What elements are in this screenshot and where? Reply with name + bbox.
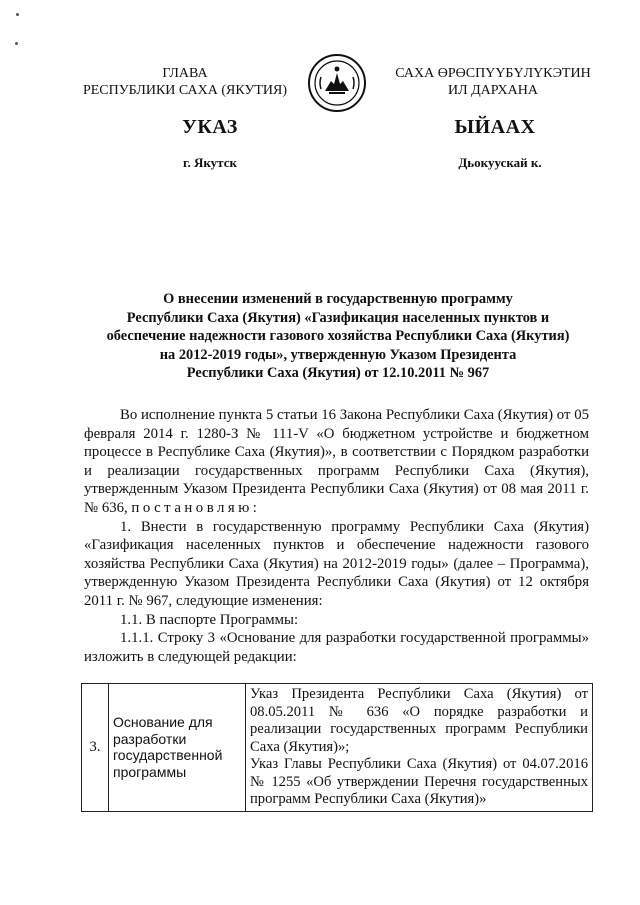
program-passport-table bbox=[81, 683, 593, 812]
clause-1-1-1-paragraph: 1.1.1. Строку 3 «Основание для разработки государственной программы» изложить в следующей редакции: bbox=[84, 630, 589, 665]
issuer-line: САХА ӨРӨСПҮҮБҮЛҮКЭТИН bbox=[395, 66, 591, 81]
row-value bbox=[246, 684, 593, 812]
issuer-line: ИЛ ДАРХАНА bbox=[447, 83, 538, 98]
resolve-word: постановляю: bbox=[131, 499, 261, 516]
issuer-line: РЕСПУБЛИКИ САХА (ЯКУТИЯ) bbox=[82, 83, 288, 98]
row-value-item: Указ Главы Республики Саха (Якутия) от 04.07.2016 № 1255 «Об утверждении Перечня государственных программ Республики Саха (Якутия)» bbox=[250, 756, 588, 807]
decree-body bbox=[84, 406, 589, 666]
preamble-text: Во исполнение пункта 5 статьи 16 Закона Республики Саха (Якутия) от 05 февраля 2014 г. 1280-З № 111-V «О бюджетном устройстве и бюджетном процессе в Республике Саха (Якутия)», в соответствии с Порядком разработки и реализации государственных программ Республики Саха (Якутия), утвержденным Указом Президента Республики Саха (Якутия) от 08 мая 2011 г. № 636, bbox=[84, 407, 589, 516]
scan-speck bbox=[15, 42, 18, 45]
document-title bbox=[88, 290, 588, 383]
title-line: Республики Саха (Якутия) от 12.10.2011 № 967 bbox=[186, 365, 490, 381]
preamble-paragraph bbox=[84, 406, 589, 518]
clause-1-paragraph: 1. Внести в государственную программу Республики Саха (Якутия) «Газификация населенных пунктов и обеспечение надежности газового хозяйства Республики Саха (Якутия) на 2012-2019 годы» (далее – Программа), утвержденную Указом Президента Республики Саха (Якутия) от 12 октября 2011 г. № 967, следующие изменения: bbox=[84, 518, 589, 609]
issuer-line: ГЛАВА bbox=[162, 66, 208, 81]
row-value-item: Указ Президента Республики Саха (Якутия) от 08.05.2011 № 636 «О порядке разработки и реализации государственных программ Республики Саха (Якутия)»; bbox=[250, 686, 588, 755]
title-line: Республики Саха (Якутия) «Газификация населенных пунктов и bbox=[126, 309, 550, 326]
coat-of-arms-emblem-icon bbox=[307, 53, 367, 113]
row-number: 3. bbox=[82, 684, 109, 812]
title-line: О внесении изменений в государственную программу bbox=[163, 291, 513, 307]
title-line: на 2012-2019 годы», утвержденную Указом Президента bbox=[159, 346, 517, 363]
issuer-header-ru bbox=[70, 65, 300, 99]
title-line: обеспечение надежности газового хозяйства Республики Саха (Якутия) bbox=[106, 328, 570, 344]
table-row bbox=[82, 684, 593, 812]
decree-title-ru: УКАЗ bbox=[182, 116, 238, 138]
scan-speck bbox=[16, 13, 19, 16]
row-label: Основание для разработки государственной программы bbox=[109, 684, 246, 812]
clause-1-1-paragraph: 1.1. В паспорте Программы: bbox=[120, 611, 299, 628]
issuer-header-sakha bbox=[378, 65, 608, 99]
decree-title-sakha: ЫЙААХ bbox=[454, 116, 536, 138]
city-sakha: Дьокуускай к. bbox=[458, 155, 542, 170]
city-ru: г. Якутск bbox=[183, 155, 237, 170]
